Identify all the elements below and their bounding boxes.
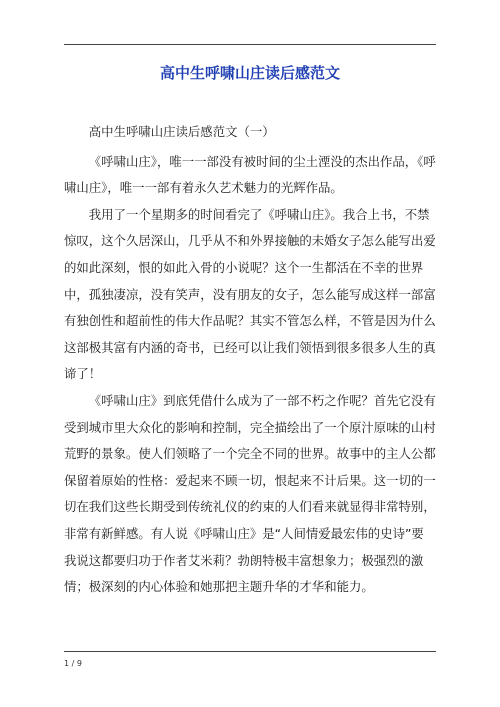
document-title: 高中生呼啸山庄读后感范文	[159, 64, 340, 82]
section-heading: 高中生呼啸山庄读后感范文（一）	[88, 124, 275, 139]
page-indicator: 1 / 9	[64, 659, 82, 668]
footer-rule	[64, 651, 436, 652]
paragraph: 《呼啸山庄》，唯一一部没有被时间的尘土湮没的杰出作品，《呼啸山庄》，唯一一部有着永久艺术魅力的光辉作品。	[64, 153, 436, 196]
document-body	[64, 119, 436, 601]
header-rule	[64, 44, 436, 45]
paragraph: 我用了一个星期多的时间看完了《呼啸山庄》。我合上书，不禁惊叹，这个久居深山，几乎从不和外界接触的未婚女子怎么能写出爱的如此深刻，恨的如此入骨的小说呢？这个一生都活在不幸的世界中，孤独凄凉，没有笑声，没有朋友的女子，怎么能写成这样一部富有独创性和超前性的伟大作品呢？其实不管怎么样，不管是因为什么这部极其富有内涵的奇书，已经可以让我们领悟到很多很多人生的真谛了！	[64, 206, 436, 382]
paragraph: 《呼啸山庄》到底凭借什么成为了一部不朽之作呢？首先它没有受到城市里大众化的影响和控制，完全描绘出了一个原汁原味的山村荒野的景象。使人们领略了一个完全不同的世界。故事中的主人公都保留着原始的性格：爱起来不顾一切，恨起来不计后果。这一切的一切在我们这些长期受到传统礼仪的约束的人们看来就显得非常特别，非常有新鲜感。有人说《呼啸山庄》是“人间情爱最宏伟的史诗”要我说这都要归功于作者艾米莉？勃朗特极丰富想象力；极强烈的激情；极深刻的内心体验和她那把主题升华的才华和能力。	[64, 392, 436, 595]
